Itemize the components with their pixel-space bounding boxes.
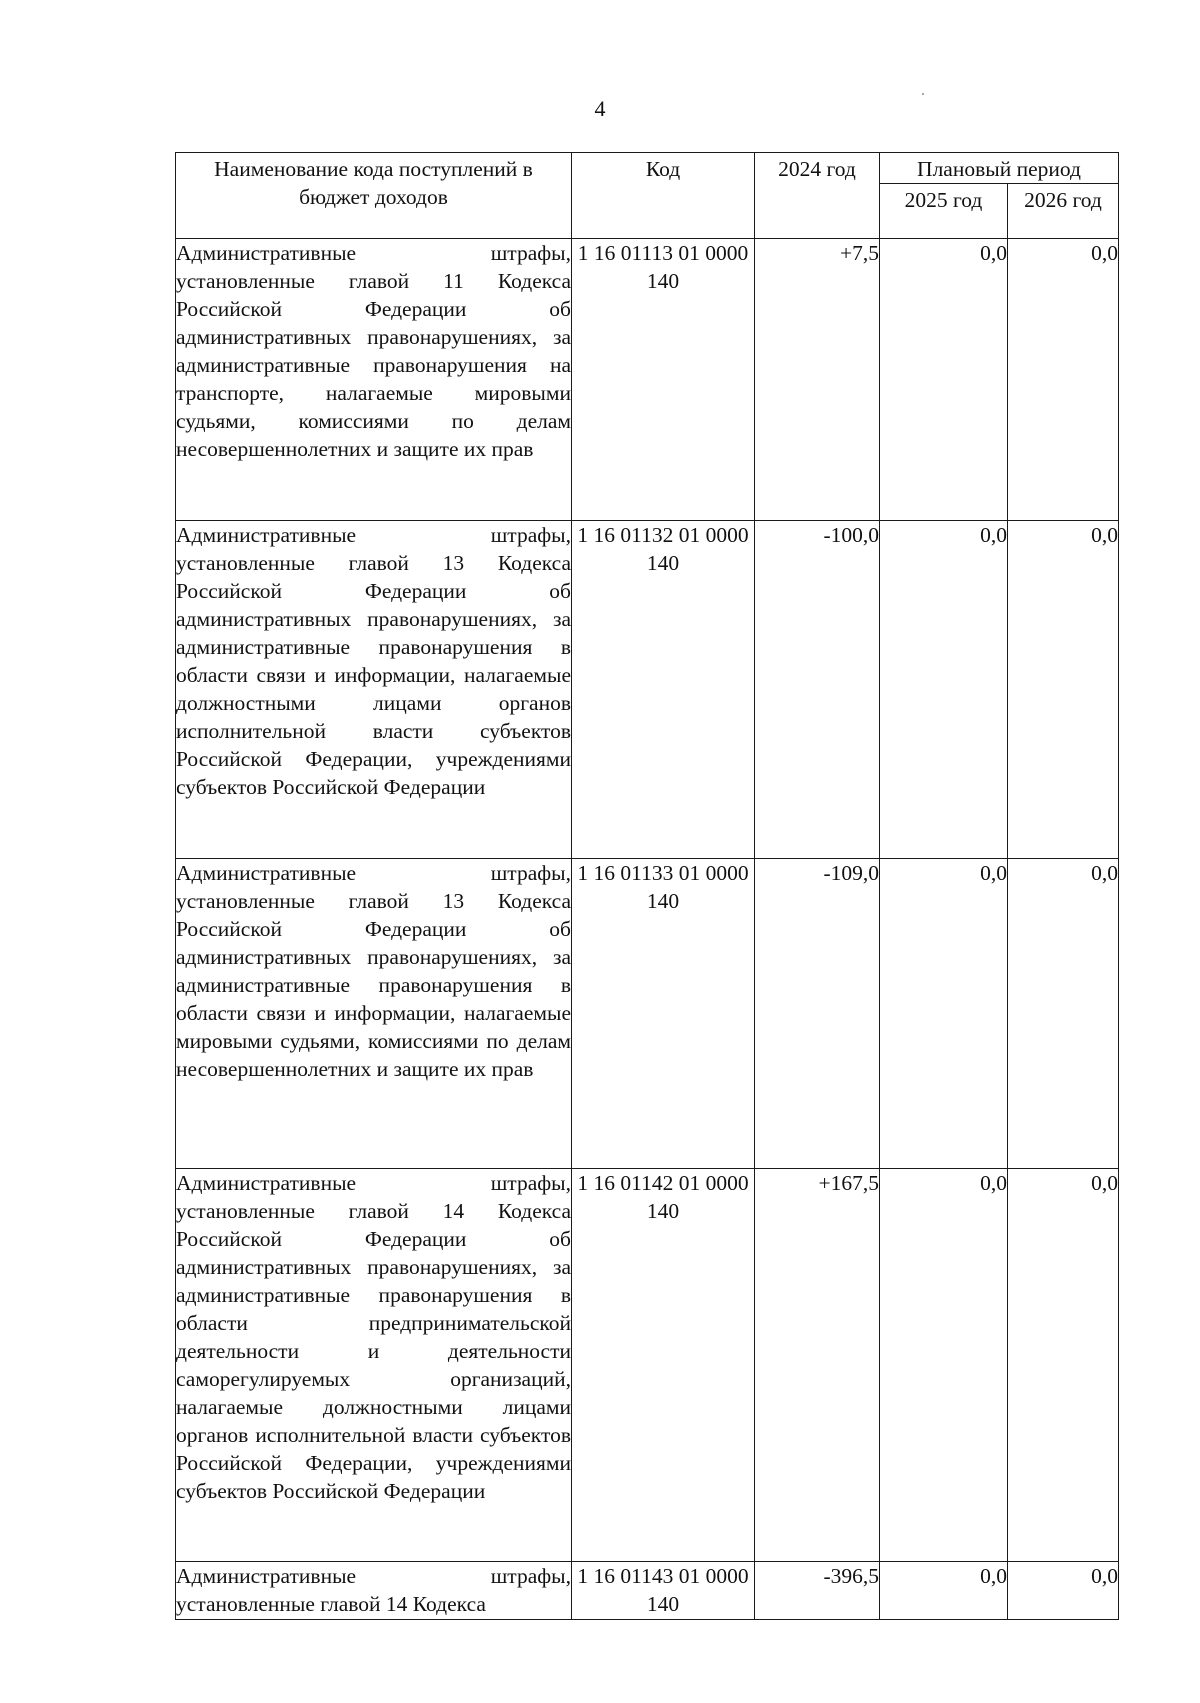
value-2026: 0,0 [1008,239,1119,521]
value-2024: +7,5 [755,239,880,521]
revenue-name: Административные штрафы, установленные главой 14 Кодекса Российской Федерации об административных правонарушениях, за административные правонарушения в области предпринимательской деятельности и деятельности саморегулируемых организаций, налагаемые должностными лицами органов исполнительной власти субъектов Российской Федерации, учреждениями субъектов Российской Федерации [176,1169,572,1562]
revenue-name: Административные штрафы, установленные главой 11 Кодекса Российской Федерации об административных правонарушениях, за административные правонарушения на транспорте, налагаемые мировыми судьями, комиссиями по делам несовершеннолетних и защите их прав [176,239,572,521]
revenue-name-cell [176,1562,572,1620]
revenue-code: 1 16 01133 01 0000 140 [572,859,755,1169]
table-header [176,153,1119,239]
table-row [176,239,1119,521]
header-name: Наименование кода поступлений в бюджет доходов [176,153,572,239]
value-2025: 0,0 [880,859,1008,1169]
value-2025: 0,0 [880,521,1008,859]
revenue-name: Административные штрафы, установленные главой 13 Кодекса Российской Федерации об административных правонарушениях, за административные правонарушения в области связи и информации, налагаемые должностными лицами органов исполнительной власти субъектов Российской Федерации, учреждениями субъектов Российской Федерации [176,521,572,859]
table-row [176,1169,1119,1562]
value-2024: +167,5 [755,1169,880,1562]
revenue-code: 1 16 01132 01 0000 140 [572,521,755,859]
table-row [176,1562,1119,1620]
budget-table [175,152,1119,1620]
value-2025: 0,0 [880,239,1008,521]
value-2024: -109,0 [755,859,880,1169]
value-2025: 0,0 [880,1169,1008,1562]
header-2026: 2026 год [1008,184,1119,239]
value-2026: 0,0 [1008,1562,1119,1620]
header-2025: 2025 год [880,184,1008,239]
revenue-code: 1 16 01113 01 0000 140 [572,239,755,521]
revenue-code: 1 16 01142 01 0000 140 [572,1169,755,1562]
header-code: Код [572,153,755,239]
revenue-name: Административные штрафы, установленные главой 14 Кодекса [176,1564,571,1616]
value-2025: 0,0 [880,1562,1008,1620]
value-2026: 0,0 [1008,521,1119,859]
header-2024: 2024 год [755,153,880,239]
revenue-code: 1 16 01143 01 0000 140 [572,1562,755,1620]
value-2024: -100,0 [755,521,880,859]
value-2026: 0,0 [1008,1169,1119,1562]
header-plan-period: Плановый период [880,153,1119,184]
value-2026: 0,0 [1008,859,1119,1169]
page-number: 4 [594,96,606,121]
table-row [176,859,1119,1169]
value-2024: -396,5 [755,1562,880,1620]
scan-speck [922,93,924,95]
table-row [176,521,1119,859]
revenue-name: Административные штрафы, установленные главой 13 Кодекса Российской Федерации об административных правонарушениях, за административные правонарушения в области связи и информации, налагаемые мировыми судьями, комиссиями по делам несовершеннолетних и защите их прав [176,859,572,1169]
